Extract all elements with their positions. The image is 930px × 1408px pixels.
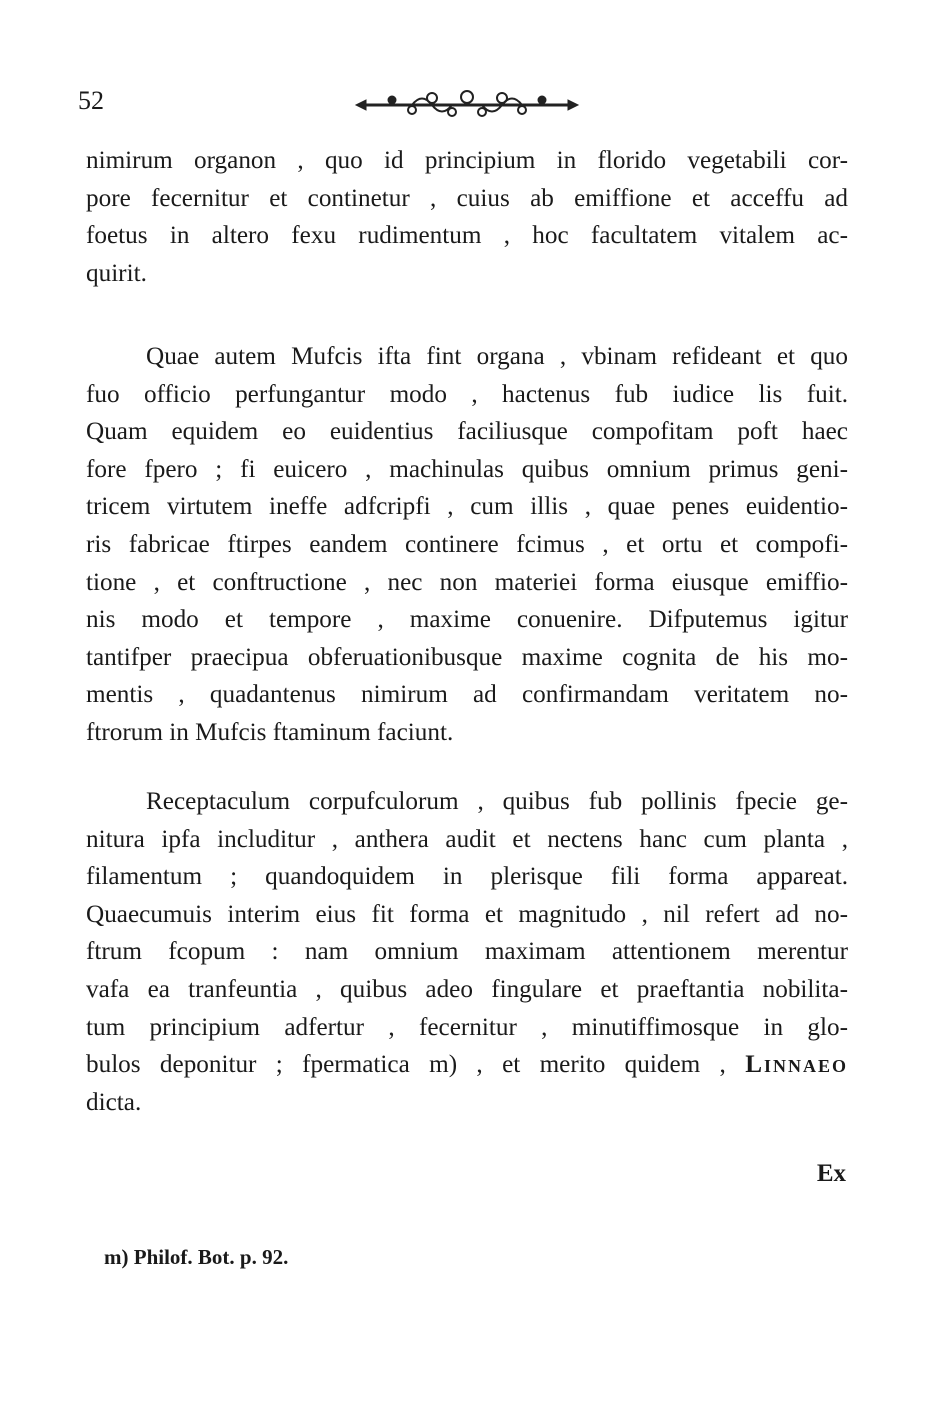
- text-line: fore fpero ; fi euicero , machinulas quibus omnium primus geni-: [86, 455, 848, 483]
- text-line-segment: bulos deponitur ; fpermatica m) , et merito quidem ,: [86, 1051, 726, 1079]
- text-line: ftrum fcopum : nam omnium maximam attentionem merentur: [86, 938, 848, 966]
- text-line: mentis , quadantenus nimirum ad confirmandam veritatem no-: [86, 681, 848, 709]
- text-line: tantifper praecipua obferuationibusque maxime cognita de his mo-: [86, 643, 848, 671]
- text-line: tione , et conftructione , nec non materiei forma eiusque emiffio-: [86, 568, 848, 596]
- footnote: m) Philof. Bot. p. 92.: [104, 1245, 289, 1269]
- author-name: Linnaeo: [745, 1051, 848, 1079]
- text-line: Quaecumuis interim eius fit forma et magnitudo , nil refert ad no-: [86, 900, 848, 928]
- text-line: Quam equidem eo euidentius faciliusque compofitam poft haec: [86, 418, 848, 446]
- text-line: vafa ea tranfeuntia , quibus adeo fingulare et praeftantia nobilita-: [86, 975, 848, 1003]
- text-line: fuo officio perfungantur modo , hactenus fub iudice lis fuit.: [86, 380, 848, 408]
- text-line-with-name: [86, 1046, 848, 1084]
- text-line: Quae autem Mufcis ifta fint organa , vbinam refideant et quo: [146, 343, 848, 370]
- text-line: filamentum ; quandoquidem in plerisque fili forma appareat.: [86, 863, 848, 891]
- catchword: Ex: [816, 1160, 846, 1187]
- paragraph-3: [86, 783, 848, 1121]
- page-number: 52: [78, 86, 104, 115]
- text-line: dicta.: [86, 1088, 142, 1116]
- text-line: pore fecernitur et continetur , cuius ab emiffione et acceffu ad: [86, 184, 848, 212]
- text-line: tricem virtutem ineffe adfcripfi , cum illis , quae penes euidentio-: [86, 493, 848, 521]
- text-line: nis modo et tempore , maxime conuenire. Difputemus igitur: [86, 606, 848, 634]
- text-line: nimirum organon , quo id principium in florido vegetabili cor-: [86, 147, 848, 174]
- paragraph-2: [86, 338, 848, 752]
- ornamental-rule-icon: [352, 88, 582, 122]
- text-line: foetus in altero fexu rudimentum , hoc facultatem vitalem ac-: [86, 222, 848, 250]
- text-line: Receptaculum corpufculorum , quibus fub pollinis fpecie ge-: [146, 788, 848, 815]
- text-line: tum principium adfertur , fecernitur , minutiffimosque in glo-: [86, 1013, 848, 1041]
- text-line: quirit.: [86, 259, 147, 287]
- text-line: ftrorum in Mufcis ftaminum faciunt.: [86, 718, 454, 746]
- text-line: nitura ipfa includitur , anthera audit et nectens hanc cum planta ,: [86, 825, 848, 853]
- text-line: ris fabricae ftirpes eandem continere fcimus , et ortu et compofi-: [86, 530, 848, 558]
- paragraph-1: [86, 142, 848, 292]
